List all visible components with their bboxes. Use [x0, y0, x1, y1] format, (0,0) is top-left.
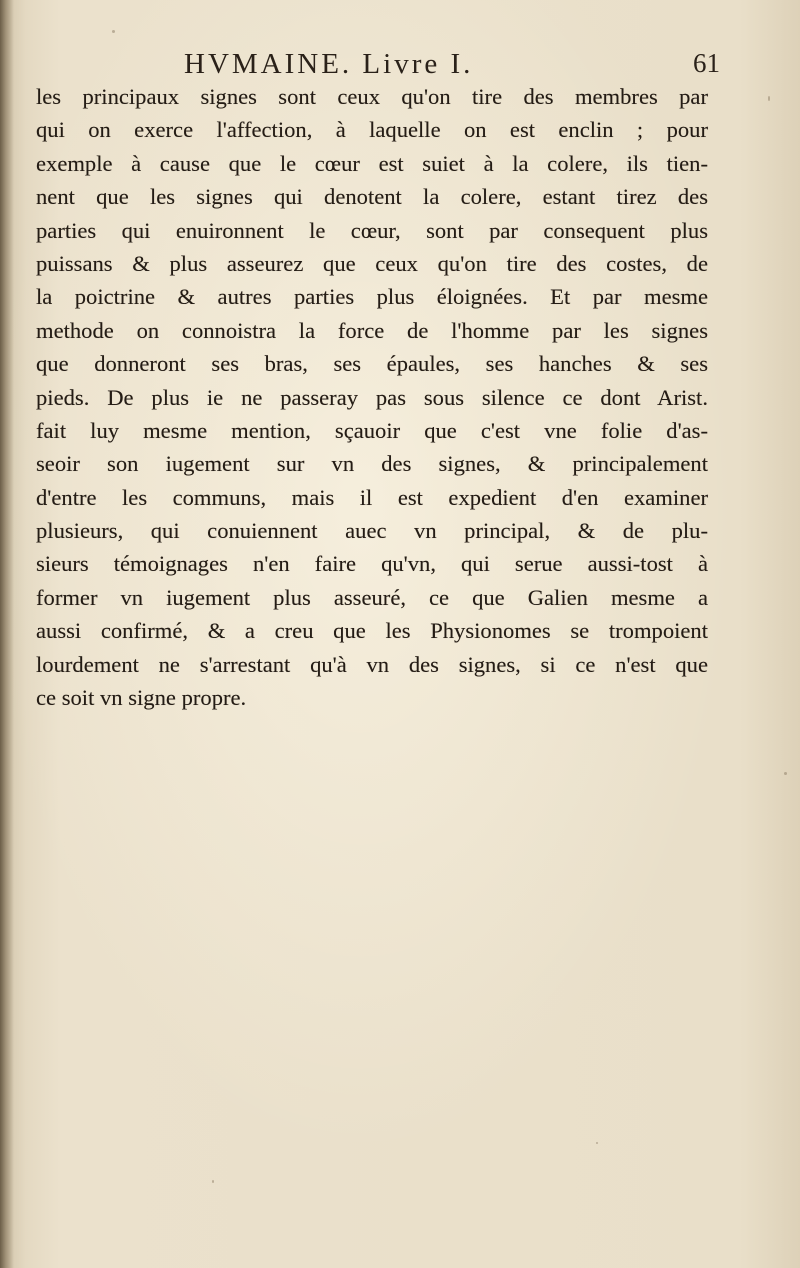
text-line: fait luy mesme mention, sçauoir que c'est vne folie d'as-	[36, 417, 708, 443]
text-line: que donneront ses bras, ses épaules, ses hanches & ses	[36, 351, 708, 377]
body-text	[36, 80, 708, 714]
text-line: sieurs témoignages n'en faire qu'vn, qui serue aussi-tost à	[36, 551, 708, 577]
binding-edge	[0, 0, 14, 1268]
text-line: la poictrine & autres parties plus éloignées. Et par mesme	[36, 284, 708, 310]
show-through-ink	[70, 690, 750, 1230]
text-line: former vn iugement plus asseuré, ce que Galien mesme a	[36, 584, 708, 610]
text-line: seoir son iugement sur vn des signes, & principalement	[36, 451, 708, 477]
page-number: 61	[693, 48, 720, 78]
text-line: les principaux signes sont ceux qu'on tire des membres par	[36, 84, 708, 109]
paper-speck	[784, 772, 787, 775]
text-line: nent que les signes qui denotent la colere, estant tirez des	[36, 184, 708, 210]
text-line: aussi confirmé, & a creu que les Physionomes se trompoient	[36, 618, 708, 644]
paper-speck	[212, 1180, 214, 1183]
paper-speck	[768, 96, 770, 101]
text-line: puissans & plus asseurez que ceux qu'on tire des costes, de	[36, 250, 708, 276]
text-line: plusieurs, qui conuiennent auec vn principal, & de plu-	[36, 518, 708, 544]
text-line: d'entre les communs, mais il est expedient d'en examiner	[36, 484, 708, 510]
running-head: HVMAINE. Livre I.	[184, 48, 474, 80]
text-line: exemple à cause que le cœur est suiet à la colere, ils tien-	[36, 150, 708, 176]
text-line: parties qui enuironnent le cœur, sont par consequent plus	[36, 217, 708, 243]
paper-speck	[596, 1142, 598, 1144]
text-line: methode on connoistra la force de l'homme par les signes	[36, 317, 708, 343]
paper-speck	[112, 30, 115, 33]
text-line: pieds. De plus ie ne passeray pas sous silence ce dont Arist.	[36, 384, 708, 410]
text-line: ce soit vn signe propre.	[36, 685, 247, 711]
text-line: qui on exerce l'affection, à laquelle on est enclin ; pour	[36, 117, 708, 143]
text-line: lourdement ne s'arrestant qu'à vn des signes, si ce n'est que	[36, 651, 708, 677]
